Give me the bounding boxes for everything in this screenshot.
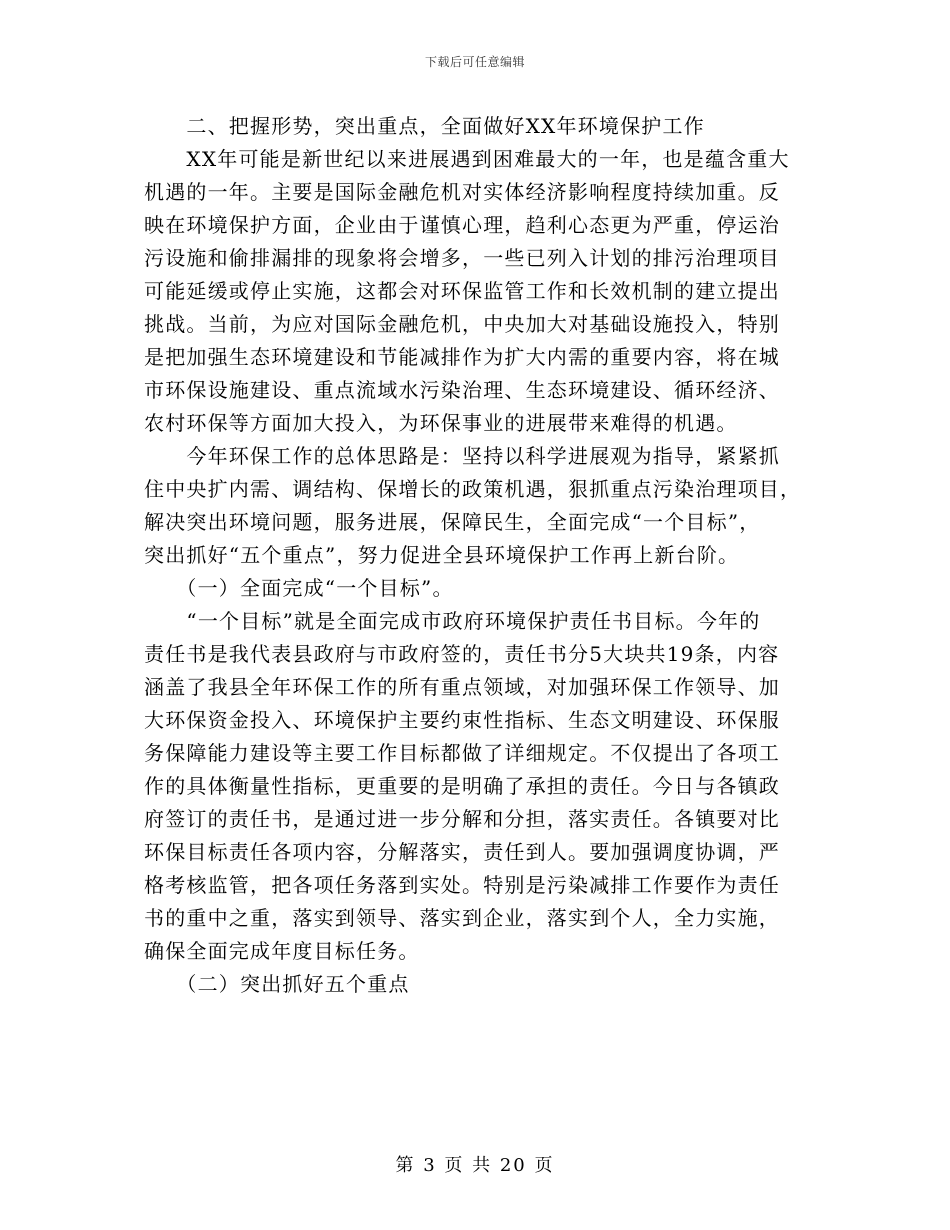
paragraph-line: 今年环保工作的总体思路是：坚持以科学进展观为指导，紧紧抓 [144,444,780,468]
paragraph-line: 书的重中之重，落实到领导、落实到企业，落实到个人，全力实施， [144,906,780,930]
subsection-heading: （二）突出抓好五个重点 [144,972,410,996]
section-heading: 二、把握形势，突出重点，全面做好XX年环境保护工作 [144,114,705,138]
paragraph-line: 可能延缓或停止实施，这都会对环保监管工作和长效机制的建立提出 [144,279,780,303]
paragraph-line: 市环保设施建设、重点流域水污染治理、生态环境建设、循环经济、 [144,378,780,402]
paragraph-line: 作的具体衡量性指标，更重要的是明确了承担的责任。今日与各镇政 [144,774,780,798]
paragraph-line: 府签订的责任书，是通过进一步分解和分担，落实责任。各镇要对比 [144,807,780,831]
paragraph-line: 机遇的一年。主要是国际金融危机对实体经济影响程度持续加重。反 [144,180,780,204]
document-body [144,110,804,1001]
paragraph-line: 污设施和偷排漏排的现象将会增多，一些已列入计划的排污治理项目 [144,246,780,270]
subsection-heading: （一）全面完成“一个目标”。 [144,576,454,600]
paragraph-line: 涵盖了我县全年环保工作的所有重点领域，对加强环保工作领导、加 [144,675,780,699]
page-header: 下载后可任意编辑 [424,55,525,69]
paragraph-line: 住中央扩内需、调结构、保增长的政策机遇，狠抓重点污染治理项目， [144,477,802,501]
page-footer: 第 3 页 共 20 页 [395,1155,555,1176]
paragraph-line: 农村环保等方面加大投入，为环保事业的进展带来难得的机遇。 [144,411,738,435]
paragraph-line: 映在环境保护方面，企业由于谨慎心理，趋利心态更为严重，停运治 [144,213,780,237]
paragraph-line: 挑战。当前，为应对国际金融危机，中央加大对基础设施投入，特别 [144,312,780,336]
paragraph-line: 大环保资金投入、环境保护主要约束性指标、生态文明建设、环保服 [144,708,780,732]
paragraph-line: “一个目标”就是全面完成市政府环境保护责任书目标。今年的 [144,609,761,633]
paragraph-line: 是把加强生态环境建设和节能减排作为扩大内需的重要内容，将在城 [144,345,780,369]
paragraph-line: 突出抓好“五个重点”，努力促进全县环境保护工作再上新台阶。 [144,543,740,567]
paragraph-line: 确保全面完成年度目标任务。 [144,939,420,963]
paragraph-line: 格考核监管，把各项任务落到实处。特别是污染减排工作要作为责任 [144,873,780,897]
paragraph-line: 责任书是我代表县政府与市政府签的，责任书分5大块共19条，内容 [144,642,780,666]
paragraph-line: 解决突出环境问题，服务进展，保障民生，全面完成“一个目标”， [144,510,761,534]
paragraph-line: 务保障能力建设等主要工作目标都做了详细规定。不仅提出了各项工 [144,741,780,765]
paragraph-line: XX年可能是新世纪以来进展遇到困难最大的一年，也是蕴含重大 [144,147,790,171]
paragraph-line: 环保目标责任各项内容，分解落实，责任到人。要加强调度协调，严 [144,840,780,864]
